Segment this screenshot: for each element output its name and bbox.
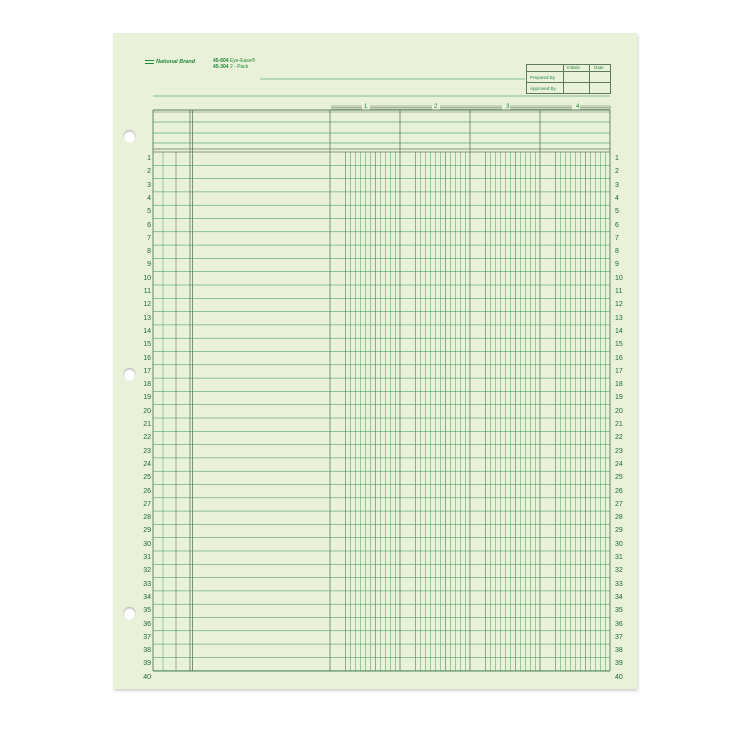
row-number-left: 28 bbox=[143, 514, 151, 522]
row-number-left: 14 bbox=[143, 327, 151, 335]
row-number-right: 37 bbox=[615, 633, 623, 641]
row-number-left: 10 bbox=[143, 274, 151, 282]
row-number-left: 30 bbox=[143, 540, 151, 548]
row-number-right: 34 bbox=[615, 593, 623, 601]
row-number-left: 15 bbox=[143, 341, 151, 349]
brand-name: National Brand bbox=[156, 59, 196, 65]
row-number-left: 2 bbox=[147, 168, 151, 176]
row-number-left: 25 bbox=[143, 474, 151, 482]
row-number-left: 33 bbox=[143, 580, 151, 588]
row-number-right: 23 bbox=[615, 447, 623, 455]
row-number-left: 16 bbox=[143, 354, 151, 362]
row-number-left: 32 bbox=[143, 567, 151, 575]
row-number-right: 7 bbox=[615, 234, 619, 242]
row-number-left: 4 bbox=[147, 194, 151, 202]
row-number-right: 19 bbox=[615, 394, 623, 402]
row-number-left: 27 bbox=[143, 500, 151, 508]
row-number-left: 31 bbox=[143, 554, 151, 561]
row-number-left: 8 bbox=[147, 248, 151, 256]
row-number-left: 19 bbox=[143, 394, 151, 402]
row-number-right: 24 bbox=[615, 460, 623, 468]
row-number-left: 7 bbox=[147, 234, 151, 242]
row-number-left: 12 bbox=[143, 301, 151, 309]
row-number-right: 22 bbox=[615, 434, 623, 442]
prepared-by-label: Prepared By bbox=[530, 75, 556, 80]
approval-date-header: Date bbox=[594, 65, 604, 70]
row-number-right: 21 bbox=[615, 421, 623, 428]
row-number-left: 38 bbox=[143, 647, 151, 655]
row-number-right: 31 bbox=[615, 554, 623, 561]
row-number-right: 18 bbox=[615, 381, 623, 389]
row-number-right: 10 bbox=[615, 274, 623, 282]
row-number-right: 11 bbox=[615, 288, 623, 295]
row-number-left: 21 bbox=[143, 421, 151, 428]
column-label-1: 1 bbox=[364, 104, 368, 110]
row-number-left: 3 bbox=[147, 181, 151, 189]
row-number-left: 22 bbox=[143, 434, 151, 442]
row-number-right: 30 bbox=[615, 540, 623, 548]
row-number-left: 40 bbox=[143, 673, 151, 681]
row-number-right: 38 bbox=[615, 647, 623, 655]
row-number-left: 35 bbox=[143, 607, 151, 615]
row-number-right: 15 bbox=[615, 341, 623, 349]
row-number-right: 26 bbox=[615, 487, 623, 495]
row-number-right: 8 bbox=[615, 248, 619, 256]
row-number-left: 5 bbox=[147, 208, 151, 216]
row-number-right: 17 bbox=[615, 367, 623, 375]
row-number-right: 40 bbox=[615, 673, 623, 681]
row-number-left: 1 bbox=[147, 155, 151, 162]
row-number-right: 33 bbox=[615, 580, 623, 588]
row-number-right: 6 bbox=[615, 221, 619, 229]
row-number-right: 36 bbox=[615, 620, 623, 628]
row-number-left: 36 bbox=[143, 620, 151, 628]
row-number-right: 1 bbox=[615, 155, 619, 162]
row-number-left: 23 bbox=[143, 447, 151, 455]
row-number-right: 16 bbox=[615, 354, 623, 362]
approval-initials-header: Initials bbox=[567, 65, 580, 70]
row-number-left: 26 bbox=[143, 487, 151, 495]
row-number-right: 32 bbox=[615, 567, 623, 575]
row-number-right: 27 bbox=[615, 500, 623, 508]
row-number-left: 20 bbox=[143, 407, 151, 415]
row-number-left: 29 bbox=[143, 527, 151, 535]
approved-by-label: Approved By bbox=[530, 86, 556, 91]
row-number-right: 20 bbox=[615, 407, 623, 415]
row-number-right: 9 bbox=[615, 261, 619, 269]
row-number-left: 18 bbox=[143, 381, 151, 389]
row-number-right: 3 bbox=[615, 181, 619, 189]
row-number-left: 13 bbox=[143, 314, 151, 322]
product-code-1-name: Eye-Ease® bbox=[229, 58, 256, 64]
row-number-left: 11 bbox=[143, 288, 151, 295]
column-label-4: 4 bbox=[576, 104, 580, 110]
row-number-right: 4 bbox=[615, 194, 619, 202]
row-number-right: 2 bbox=[615, 168, 619, 176]
column-label-3: 3 bbox=[506, 104, 510, 110]
row-number-right: 39 bbox=[615, 660, 623, 668]
row-number-left: 37 bbox=[143, 633, 151, 641]
row-number-right: 29 bbox=[615, 527, 623, 535]
row-number-right: 25 bbox=[615, 474, 623, 482]
row-number-left: 6 bbox=[147, 221, 151, 229]
product-code-1-number: 45-604 bbox=[213, 58, 229, 64]
column-label-2: 2 bbox=[434, 104, 438, 110]
product-code-2-number: 45-304 bbox=[213, 64, 229, 70]
row-number-left: 9 bbox=[147, 261, 151, 269]
row-number-right: 13 bbox=[615, 314, 623, 322]
product-code-2-name: 2 - Pack bbox=[229, 64, 249, 70]
row-number-left: 39 bbox=[143, 660, 151, 668]
row-number-right: 35 bbox=[615, 607, 623, 615]
row-number-right: 5 bbox=[615, 208, 619, 216]
row-number-left: 24 bbox=[143, 460, 151, 468]
row-number-left: 34 bbox=[143, 593, 151, 601]
row-number-right: 28 bbox=[615, 514, 623, 522]
row-number-right: 12 bbox=[615, 301, 623, 309]
row-number-left: 17 bbox=[143, 367, 151, 375]
row-number-right: 14 bbox=[615, 327, 623, 335]
